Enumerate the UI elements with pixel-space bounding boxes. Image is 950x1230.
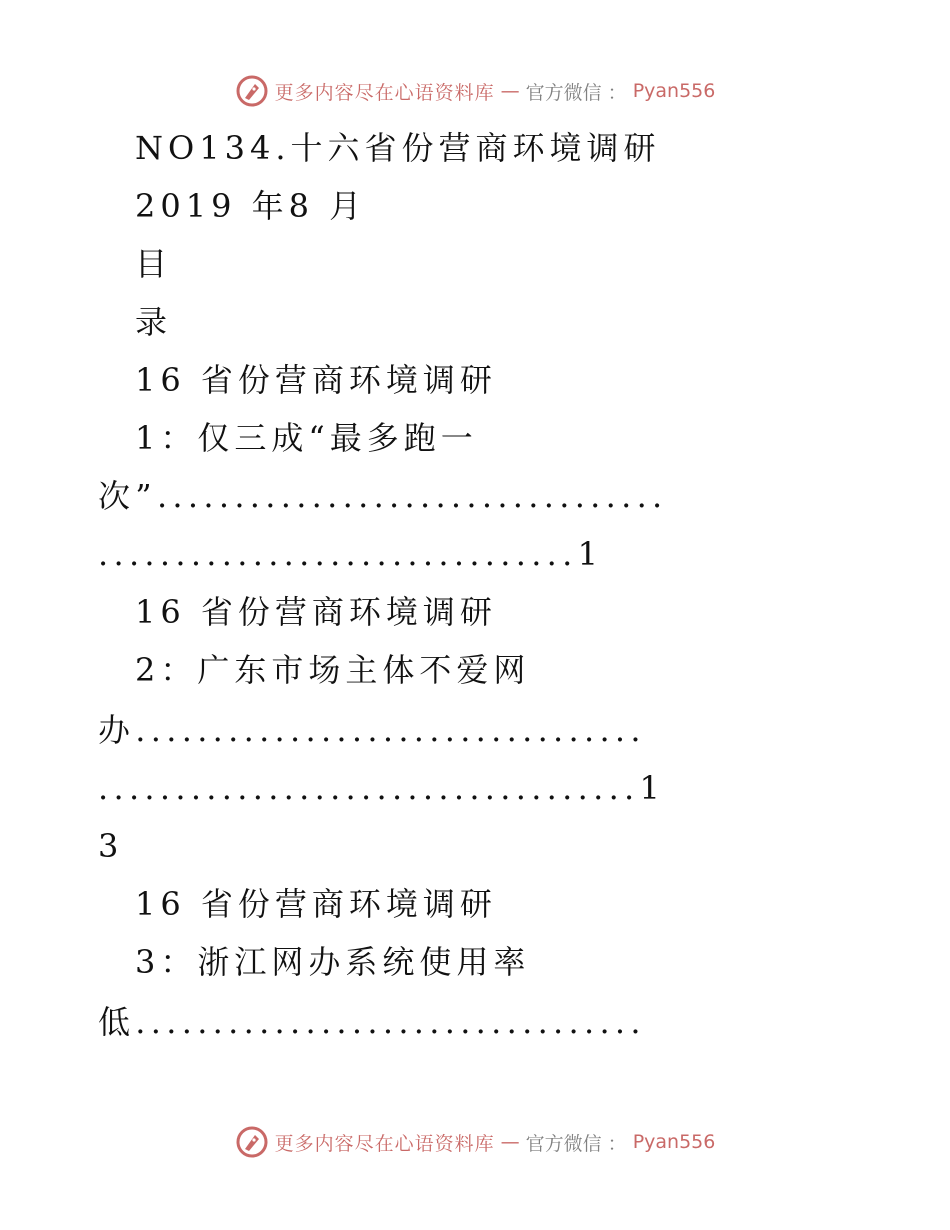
watermark-official: 官方微信 bbox=[525, 1132, 602, 1155]
watermark-colon: ： bbox=[607, 81, 627, 104]
toc-heading-2: 录 bbox=[135, 303, 173, 341]
toc-entry-3-line3: 低................................. bbox=[98, 1003, 646, 1041]
watermark-separator: — bbox=[500, 1131, 520, 1153]
toc-entry-1-line3: 次”................................. bbox=[98, 477, 668, 515]
watermark-id: Pyan556 bbox=[632, 80, 716, 102]
document-date: 2019 年8 月 bbox=[135, 187, 367, 225]
toc-entry-3-line1: 16 省份营商环境调研 bbox=[135, 885, 497, 923]
watermark-colon: ： bbox=[607, 1132, 627, 1155]
watermark-separator: — bbox=[500, 80, 520, 102]
toc-entry-1-line4: ...............................1 bbox=[98, 535, 604, 573]
toc-entry-2-line5: 3 bbox=[98, 827, 124, 865]
watermark-header bbox=[0, 74, 950, 108]
toc-entry-2-line1: 16 省份营商环境调研 bbox=[135, 593, 497, 631]
toc-entry-2-line3: 办................................. bbox=[98, 711, 646, 749]
pen-nib-circle-icon bbox=[235, 74, 269, 108]
watermark-id: Pyan556 bbox=[632, 1131, 716, 1153]
toc-entry-1-line1: 16 省份营商环境调研 bbox=[135, 361, 497, 399]
toc-entry-2-line2: 2：广东市场主体不爱网 bbox=[135, 651, 531, 689]
toc-entry-2-line4: ...................................1 bbox=[98, 769, 666, 807]
document-title: NO134.十六省份营商环境调研 bbox=[135, 129, 661, 167]
pen-nib-circle-icon bbox=[235, 1125, 269, 1159]
watermark-footer bbox=[0, 1125, 950, 1159]
toc-entry-1-line2: 1：仅三成“最多跑一 bbox=[135, 419, 478, 457]
toc-entry-3-line2: 3：浙江网办系统使用率 bbox=[135, 943, 531, 981]
watermark-official: 官方微信 bbox=[525, 81, 602, 104]
watermark-text: 更多内容尽在心语资料库 bbox=[274, 1132, 495, 1155]
toc-heading-1: 目 bbox=[135, 245, 173, 283]
watermark-text: 更多内容尽在心语资料库 bbox=[274, 81, 495, 104]
